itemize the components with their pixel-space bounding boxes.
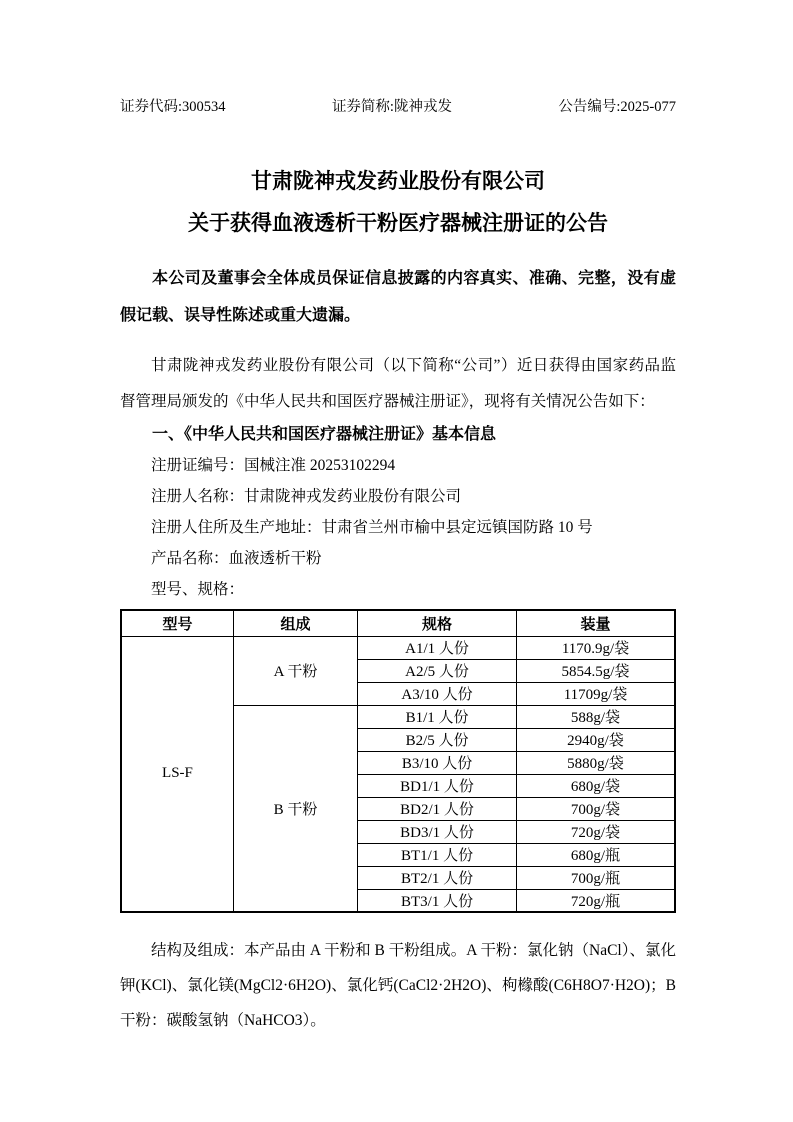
col-header-composition: 组成 <box>233 610 357 636</box>
spec-cell: A2/5 人份 <box>358 659 517 682</box>
title-line-1: 甘肃陇神戎发药业股份有限公司 <box>251 169 545 193</box>
spec-cell: B2/5 人份 <box>358 728 517 751</box>
composition-note: 结构及组成：本产品由 A 干粉和 B 干粉组成。A 干粉：氯化钠（NaCl）、氯化钾(KCl)、氯化镁(MgCl2·6H2O)、氯化钙(CaCl2·2H2O)、枸橼酸(C6H8O7·H2O)；B 干粉：碳酸氢钠（NaHCO3）。 <box>120 942 676 1029</box>
info-line-registrant-address <box>120 512 676 543</box>
info-line-model-spec <box>120 574 676 605</box>
securities-header <box>120 98 676 116</box>
info-value: 甘肃省兰州市榆中县定远镇国防路 10 号 <box>321 519 593 536</box>
fill-cell: 11709g/袋 <box>517 682 675 705</box>
spec-cell: BD2/1 人份 <box>358 797 517 820</box>
spec-cell: BD1/1 人份 <box>358 774 517 797</box>
col-header-spec: 规格 <box>358 610 517 636</box>
fill-cell: 5880g/袋 <box>517 751 675 774</box>
fill-cell: 2940g/袋 <box>517 728 675 751</box>
fill-cell: 700g/袋 <box>517 797 675 820</box>
stock-code: 证券代码:300534 <box>120 99 226 115</box>
announcement-number: 公告编号:2025-077 <box>558 99 676 115</box>
spec-cell: B1/1 人份 <box>358 705 517 728</box>
info-label: 产品名称： <box>151 550 229 567</box>
document-title <box>120 160 676 244</box>
spec-cell: A1/1 人份 <box>358 636 517 659</box>
fill-cell: 680g/袋 <box>517 774 675 797</box>
spec-cell: BT1/1 人份 <box>358 843 517 866</box>
info-line-product-name <box>120 543 676 574</box>
disclaimer-paragraph: 本公司及董事会全体成员保证信息披露的内容真实、准确、完整，没有虚假记载、误导性陈述或重大遗漏。 <box>120 270 676 324</box>
stock-short-name: 证券简称:陇神戎发 <box>331 99 452 115</box>
fill-cell: 720g/瓶 <box>517 889 675 912</box>
info-value: 血液透析干粉 <box>228 550 322 567</box>
table-header-row <box>121 610 675 636</box>
fill-cell: 1170.9g/袋 <box>517 636 675 659</box>
fill-cell: 5854.5g/袋 <box>517 659 675 682</box>
spec-cell: BD3/1 人份 <box>358 820 517 843</box>
table-row <box>121 636 675 659</box>
spec-cell: BT2/1 人份 <box>358 866 517 889</box>
info-value: 国械注准 20253102294 <box>244 457 396 474</box>
intro-paragraph: 甘肃陇神戎发药业股份有限公司（以下简称“公司”）近日获得由国家药品监督管理局颁发的《中华人民共和国医疗器械注册证》，现将有关情况公告如下： <box>120 357 676 410</box>
info-value: 甘肃陇神戎发药业股份有限公司 <box>244 488 462 505</box>
fill-cell: 720g/袋 <box>517 820 675 843</box>
col-header-fill: 装量 <box>517 610 675 636</box>
fill-cell: 680g/瓶 <box>517 843 675 866</box>
composition-cell-a: A 干粉 <box>233 636 357 705</box>
composition-cell-b: B 干粉 <box>233 705 357 912</box>
fill-cell: 588g/袋 <box>517 705 675 728</box>
info-line-registration-number <box>120 450 676 481</box>
section-1-heading: 一、《中华人民共和国医疗器械注册证》基本信息 <box>152 426 497 443</box>
spec-table <box>120 609 676 913</box>
info-line-registrant-name <box>120 481 676 512</box>
info-label: 注册人名称： <box>151 488 245 505</box>
fill-cell: 700g/瓶 <box>517 866 675 889</box>
spec-cell: BT3/1 人份 <box>358 889 517 912</box>
spec-cell: B3/10 人份 <box>358 751 517 774</box>
info-label: 型号、规格： <box>151 581 245 598</box>
info-label: 注册人住所及生产地址： <box>151 519 322 536</box>
model-cell: LS-F <box>121 636 233 912</box>
spec-cell: A3/10 人份 <box>358 682 517 705</box>
info-label: 注册证编号： <box>151 457 245 474</box>
col-header-model: 型号 <box>121 610 233 636</box>
title-line-2: 关于获得血液透析干粉医疗器械注册证的公告 <box>188 211 608 235</box>
